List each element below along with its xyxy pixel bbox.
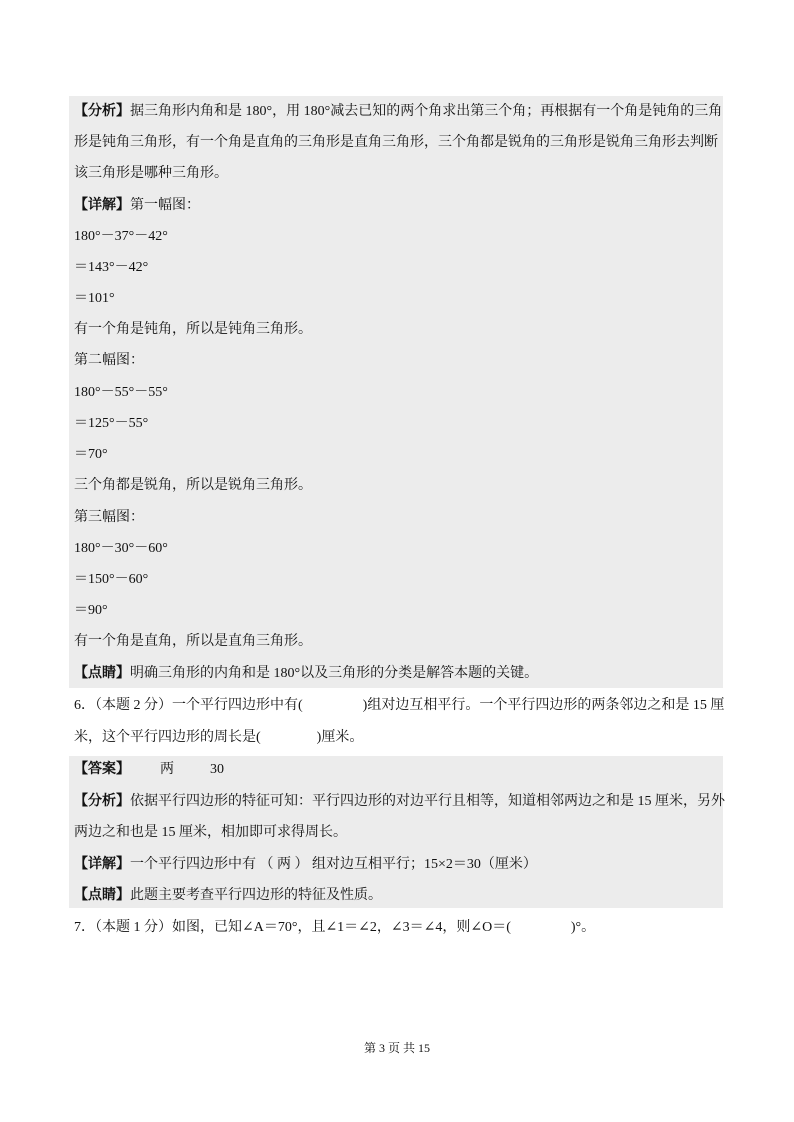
analysis-tag: 【分析】 xyxy=(74,104,130,119)
answer-value: 两 xyxy=(160,762,174,777)
analysis-line-2: 形是钝角三角形，有一个角是直角的三角形是直角三角形，三个角都是锐角的三角形是锐角三角形去判断 xyxy=(74,135,718,150)
comment-line: 【点睛】此题主要考查平行四边形的特征及性质。 xyxy=(74,888,382,903)
calc-line: 180°－30°－60° xyxy=(74,541,168,556)
question-7-line: 7．（本题 1 分）如图，已知∠A＝70°，且∠1＝∠2，∠3＝∠4，则∠O＝( )°。 xyxy=(74,920,596,935)
analysis-line-2: 两边之和也是 15 厘米，相加即可求得周长。 xyxy=(74,825,347,840)
analysis-line-1: 【分析】依据平行四边形的特征可知：平行四边形的对边平行且相等，知道相邻两边之和是 15 厘米，另外 xyxy=(74,794,725,809)
analysis-tag: 【分析】 xyxy=(74,794,130,809)
calc-line: 180°－55°－55° xyxy=(74,385,168,400)
calc-line: ＝70° xyxy=(74,447,108,462)
calc-line: 180°－37°－42° xyxy=(74,229,168,244)
analysis-line-3: 该三角形是哪种三角形。 xyxy=(74,166,228,181)
comment-tag: 【点睛】 xyxy=(74,666,130,681)
figure-heading: 第三幅图： xyxy=(74,510,144,525)
answer-line xyxy=(74,760,224,780)
answer-tag: 【答案】 xyxy=(74,762,130,777)
question-6-line-2: 米，这个平行四边形的周长是( )厘米。 xyxy=(74,730,364,745)
calc-line: ＝150°－60° xyxy=(74,572,149,587)
conclusion-line: 三个角都是锐角，所以是锐角三角形。 xyxy=(74,478,312,493)
detail-tag: 【详解】 xyxy=(74,857,130,872)
detail-tag: 【详解】 xyxy=(74,198,130,213)
calc-line: ＝101° xyxy=(74,291,115,306)
figure-heading: 第二幅图： xyxy=(74,353,144,368)
comment-line: 【点睛】明确三角形的内角和是 180°以及三角形的分类是解答本题的关键。 xyxy=(74,666,539,681)
analysis-line-1: 【分析】据三角形内角和是 180°，用 180°减去已知的两个角求出第三个角；再根据有一个角是钝角的三角 xyxy=(74,104,723,119)
answer-value: 30 xyxy=(210,762,224,777)
calc-line: ＝125°－55° xyxy=(74,416,149,431)
comment-tag: 【点睛】 xyxy=(74,888,130,903)
detail-heading: 【详解】第一幅图： xyxy=(74,198,200,213)
question-6-line-1: 6．（本题 2 分）一个平行四边形中有( )组对边互相平行。一个平行四边形的两条邻边之和是 15 厘 xyxy=(74,698,725,713)
conclusion-line: 有一个角是钝角，所以是钝角三角形。 xyxy=(74,322,312,337)
calc-line: ＝143°－42° xyxy=(74,260,149,275)
calc-line: ＝90° xyxy=(74,603,108,618)
conclusion-line: 有一个角是直角，所以是直角三角形。 xyxy=(74,634,312,649)
detail-line: 【详解】一个平行四边形中有 （ 两 ） 组对边互相平行；15×2＝30（厘米） xyxy=(74,857,537,872)
page-footer: 第 3 页 共 15 xyxy=(363,1041,430,1055)
